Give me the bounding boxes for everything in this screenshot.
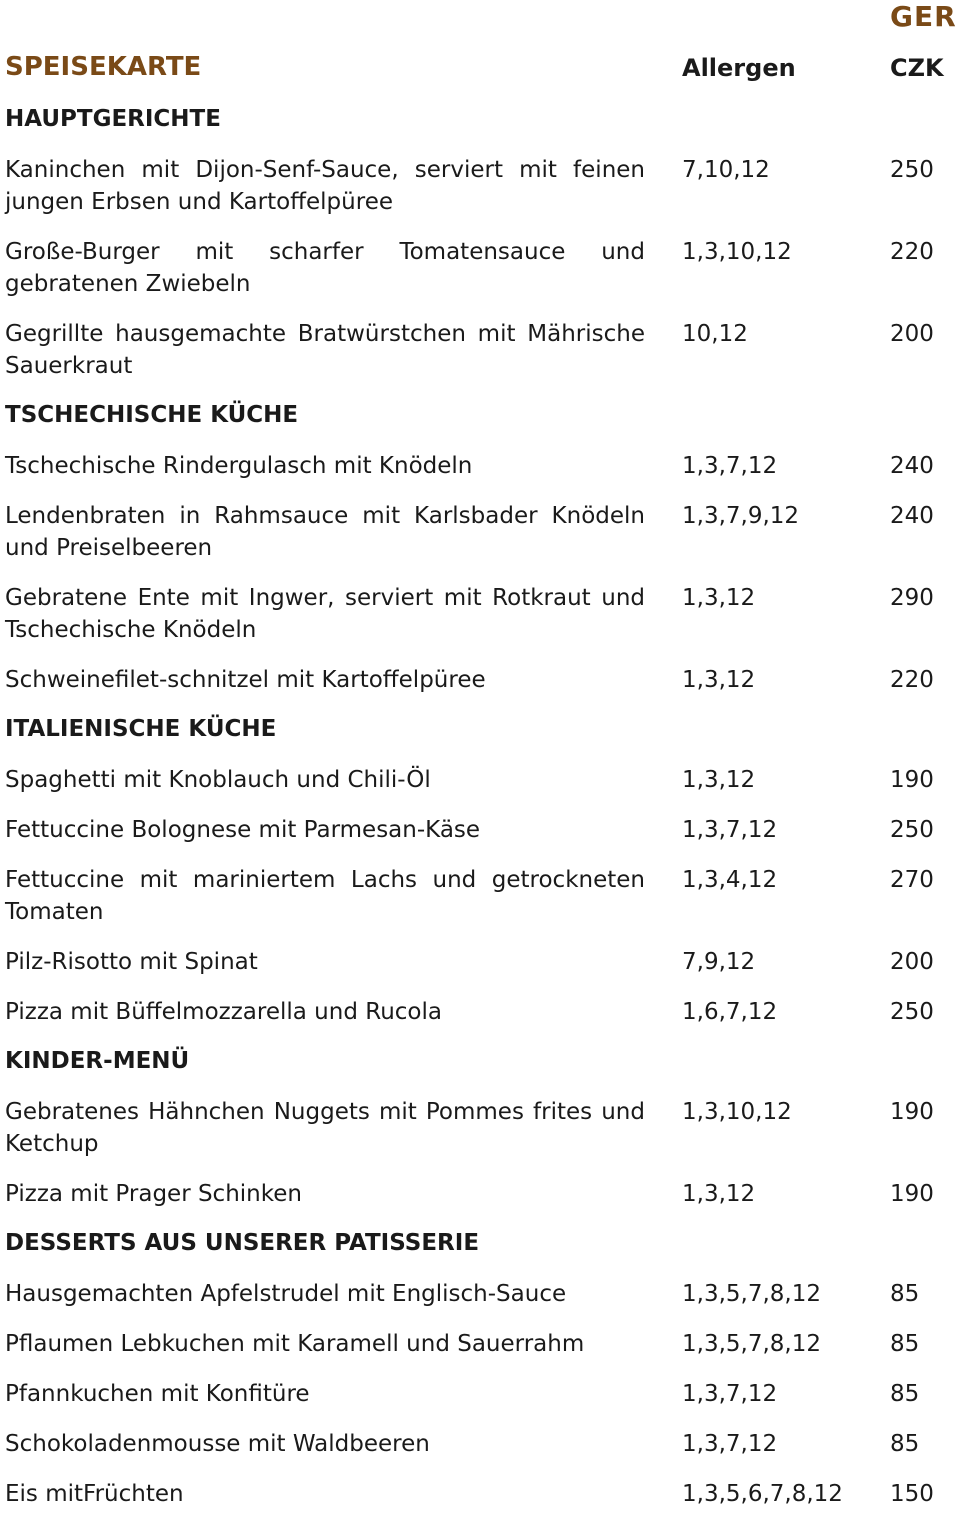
- dish-name: Lendenbraten in Rahmsauce mit Karlsbader Knödeln und Preiselbeeren: [5, 503, 645, 561]
- menu-item: [5, 1328, 945, 1378]
- menu-item: [5, 764, 945, 814]
- allergen-codes: 7,10,12: [682, 157, 770, 183]
- language-label: GER: [890, 0, 957, 33]
- dish-name: Gegrillte hausgemachte Bratwürstchen mit Mährische Sauerkraut: [5, 321, 645, 379]
- dish-price: 190: [890, 1099, 934, 1125]
- menu-item: [5, 664, 945, 714]
- menu-item: [5, 318, 945, 400]
- section-heading: DESSERTS AUS UNSERER PATISSERIE: [5, 1230, 480, 1256]
- allergen-codes: 1,3,7,12: [682, 1381, 778, 1407]
- menu-item: [5, 1278, 945, 1328]
- menu-item: [5, 450, 945, 500]
- dish-price: 200: [890, 321, 934, 347]
- menu-item: [5, 946, 945, 996]
- section-heading: HAUPTGERICHTE: [5, 106, 221, 132]
- allergen-codes: 1,3,10,12: [682, 1099, 792, 1125]
- dish-name: Hausgemachten Apfelstrudel mit Englisch-Sauce: [5, 1281, 567, 1307]
- dish-price: 270: [890, 867, 934, 893]
- dish-price: 85: [890, 1431, 920, 1457]
- dish-name: Gebratenes Hähnchen Nuggets mit Pommes frites und Ketchup: [5, 1099, 645, 1157]
- dish-price: 240: [890, 453, 934, 479]
- dish-name: Pfannkuchen mit Konfitüre: [5, 1381, 310, 1407]
- allergen-codes: 1,3,7,12: [682, 453, 778, 479]
- section-heading: ITALIENISCHE KÜCHE: [5, 716, 277, 742]
- allergen-codes: 1,3,5,6,7,8,12: [682, 1481, 843, 1507]
- dish-name: Tschechische Rindergulasch mit Knödeln: [5, 453, 473, 479]
- allergen-codes: 10,12: [682, 321, 748, 347]
- menu-item: [5, 1478, 945, 1528]
- page-title: SPEISEKARTE: [5, 52, 202, 82]
- allergen-codes: 1,3,7,12: [682, 1431, 778, 1457]
- allergen-codes: 1,3,12: [682, 1181, 756, 1207]
- menu-item: [5, 1178, 945, 1228]
- dish-price: 200: [890, 949, 934, 975]
- dish-name: Pflaumen Lebkuchen mit Karamell und Sauerrahm: [5, 1331, 585, 1357]
- dish-name: Pizza mit Prager Schinken: [5, 1181, 302, 1207]
- dish-name: Kaninchen mit Dijon-Senf-Sauce, serviert mit feinen jungen Erbsen und Kartoffelpüree: [5, 157, 645, 215]
- dish-price: 85: [890, 1331, 920, 1357]
- allergen-codes: 1,3,10,12: [682, 239, 792, 265]
- dish-price: 250: [890, 817, 934, 843]
- menu-item: [5, 1378, 945, 1428]
- dish-name: Spaghetti mit Knoblauch und Chili-Öl: [5, 767, 431, 793]
- dish-name: Schokoladenmousse mit Waldbeeren: [5, 1431, 430, 1457]
- menu-list: [5, 104, 945, 1528]
- menu-item: [5, 864, 945, 946]
- allergen-codes: 1,3,4,12: [682, 867, 778, 893]
- menu-header: [5, 52, 945, 88]
- dish-price: 85: [890, 1281, 920, 1307]
- dish-price: 150: [890, 1481, 934, 1507]
- menu-item: [5, 500, 945, 582]
- allergen-codes: 1,3,12: [682, 767, 756, 793]
- menu-item: [5, 236, 945, 318]
- dish-name: Pizza mit Büffelmozzarella und Rucola: [5, 999, 442, 1025]
- section-heading: KINDER-MENÜ: [5, 1048, 190, 1074]
- menu-item: [5, 154, 945, 236]
- dish-name: Eis mitFrüchten: [5, 1481, 184, 1507]
- dish-price: 220: [890, 667, 934, 693]
- dish-price: 190: [890, 1181, 934, 1207]
- allergen-column-header: Allergen: [682, 54, 796, 82]
- allergen-codes: 7,9,12: [682, 949, 756, 975]
- section-heading: TSCHECHISCHE KÜCHE: [5, 402, 299, 428]
- menu-item: [5, 1428, 945, 1478]
- dish-name: Fettuccine mit mariniertem Lachs und getrockneten Tomaten: [5, 867, 645, 925]
- allergen-codes: 1,3,7,9,12: [682, 503, 800, 529]
- dish-price: 290: [890, 585, 934, 611]
- dish-price: 250: [890, 157, 934, 183]
- allergen-codes: 1,6,7,12: [682, 999, 778, 1025]
- dish-price: 240: [890, 503, 934, 529]
- menu-item: [5, 814, 945, 864]
- dish-price: 250: [890, 999, 934, 1025]
- allergen-codes: 1,3,5,7,8,12: [682, 1331, 821, 1357]
- dish-name: Gebratene Ente mit Ingwer, serviert mit Rotkraut und Tschechische Knödeln: [5, 585, 645, 643]
- allergen-codes: 1,3,12: [682, 585, 756, 611]
- menu-item: [5, 996, 945, 1046]
- dish-name: Schweinefilet-schnitzel mit Kartoffelpüree: [5, 667, 486, 693]
- allergen-codes: 1,3,7,12: [682, 817, 778, 843]
- menu-item: [5, 1096, 945, 1178]
- allergen-codes: 1,3,5,7,8,12: [682, 1281, 821, 1307]
- menu-item: [5, 582, 945, 664]
- allergen-codes: 1,3,12: [682, 667, 756, 693]
- dish-price: 220: [890, 239, 934, 265]
- dish-price: 190: [890, 767, 934, 793]
- dish-price: 85: [890, 1381, 920, 1407]
- dish-name: Pilz-Risotto mit Spinat: [5, 949, 258, 975]
- price-column-header: CZK: [890, 54, 944, 82]
- dish-name: Fettuccine Bolognese mit Parmesan-Käse: [5, 817, 481, 843]
- dish-name: Große-Burger mit scharfer Tomatensauce und gebratenen Zwiebeln: [5, 239, 645, 297]
